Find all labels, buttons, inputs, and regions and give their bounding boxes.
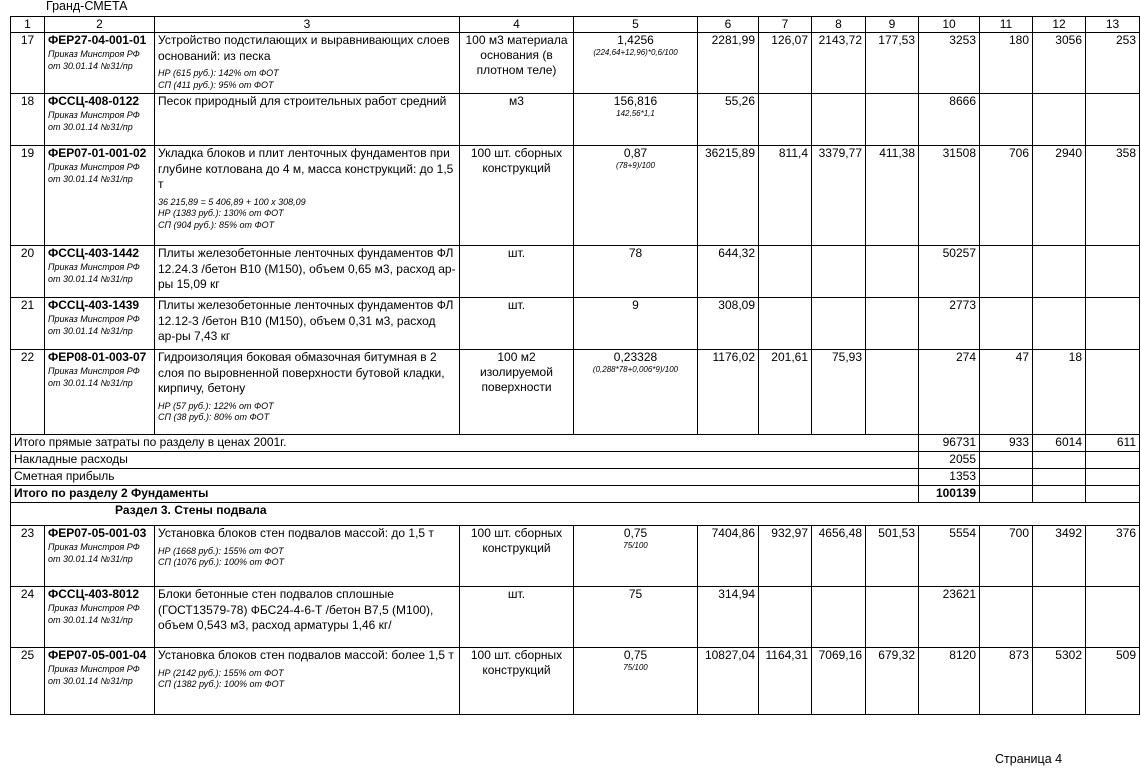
item-name: Блоки бетонные стен подвалов сплошные (ГОСТ13579-78) ФБС24-4-6-Т /бетон В7,5 (М100), объем 0,543 м3, расход арматуры 1,46 кг/ (158, 587, 434, 632)
value-c10: 23621 (919, 587, 980, 648)
total-label: Накладные расходы (11, 452, 919, 469)
table-row (11, 146, 1140, 246)
source-line: от 30.01.14 №31/пр (48, 61, 133, 71)
value-c9 (866, 350, 919, 435)
item-description-cell (155, 350, 460, 435)
value-c8 (812, 298, 866, 350)
total-label: Итого по разделу 2 Фундаменты (11, 486, 919, 503)
overhead-note: НР (2142 руб.): 155% от ФОТ (158, 667, 284, 678)
total-c12 (1033, 452, 1086, 469)
row-number: 22 (11, 350, 45, 435)
column-header-row (11, 17, 1140, 33)
value-c8: 2143,72 (812, 33, 866, 94)
unit: 100 м2 изолируемой поверхности (460, 350, 574, 435)
overhead-note: СП (1382 руб.): 100% от ФОТ (158, 679, 285, 689)
value-c7: 1164,31 (759, 648, 812, 715)
value-c12 (1033, 298, 1086, 350)
total-label: Сметная прибыль (11, 469, 919, 486)
source-line: от 30.01.14 №31/пр (48, 554, 133, 564)
estimate-table (10, 16, 1140, 715)
value-c13 (1086, 298, 1140, 350)
quantity-formula: (224,64+12,96)*0,6/100 (593, 48, 678, 57)
item-name: Установка блоков стен подвалов массой: более 1,5 т (158, 648, 454, 662)
table-row (11, 33, 1140, 94)
row-number: 23 (11, 526, 45, 587)
column-header: 2 (45, 17, 155, 33)
quantity: 1,4256 (617, 33, 654, 47)
row-number: 18 (11, 94, 45, 146)
value-c12: 3492 (1033, 526, 1086, 587)
item-code-cell (45, 648, 155, 715)
item-code-cell (45, 350, 155, 435)
item-name: Гидроизоляция боковая обмазочная битумная в 2 слоя по выровненной поверхности бутовой кладки, кирпичу, бетону (158, 350, 445, 395)
value-c8: 75,93 (812, 350, 866, 435)
column-header: 12 (1033, 17, 1086, 33)
table-row (11, 246, 1140, 298)
item-name: Песок природный для строительных работ средний (158, 94, 447, 108)
value-c8: 3379,77 (812, 146, 866, 246)
item-name: Плиты железобетонные ленточных фундаментов ФЛ 12.24.3 /бетон В10 (М150), объем 0,65 м3, расход ар-ры 15,09 кг (158, 246, 456, 291)
total-row (11, 469, 1140, 486)
value-c13 (1086, 587, 1140, 648)
item-name: Укладка блоков и плит ленточных фундаментов при глубине котлована до 4 м, масса конструкций: до 1,5 т (158, 146, 454, 191)
overhead-note: НР (1668 руб.): 155% от ФОТ (158, 545, 284, 556)
total-c12: 6014 (1033, 435, 1086, 452)
quantity: 156,816 (613, 94, 658, 108)
value-c6: 36215,89 (698, 146, 759, 246)
source-line: от 30.01.14 №31/пр (48, 174, 133, 184)
value-c7 (759, 587, 812, 648)
total-c13 (1086, 452, 1140, 469)
source-line: Приказ Минстроя РФ (48, 542, 140, 552)
row-number: 20 (11, 246, 45, 298)
value-c11 (980, 298, 1033, 350)
value-c10: 5554 (919, 526, 980, 587)
quantity-cell (574, 587, 698, 648)
value-c12: 5302 (1033, 648, 1086, 715)
source-line: Приказ Минстроя РФ (48, 110, 140, 120)
overhead-note: 36 215,89 = 5 406,89 + 100 x 308,09 (158, 196, 306, 207)
quantity-cell (574, 648, 698, 715)
source-line: Приказ Минстроя РФ (48, 366, 140, 376)
total-c13 (1086, 486, 1140, 503)
value-c12: 2940 (1033, 146, 1086, 246)
quantity-cell (574, 350, 698, 435)
value-c12: 3056 (1033, 33, 1086, 94)
overhead-note: СП (38 руб.): 80% от ФОТ (158, 412, 270, 422)
value-c12: 18 (1033, 350, 1086, 435)
unit: шт. (460, 298, 574, 350)
value-c13: 509 (1086, 648, 1140, 715)
value-c10: 3253 (919, 33, 980, 94)
value-c8 (812, 94, 866, 146)
quantity: 9 (632, 298, 639, 312)
total-label: Итого прямые затраты по разделу в ценах 2001г. (11, 435, 919, 452)
total-row (11, 452, 1140, 469)
quantity-formula: (0,288*78+0,006*9)/100 (592, 365, 679, 374)
item-code-cell (45, 587, 155, 648)
quantity: 75 (628, 587, 643, 601)
source-line: от 30.01.14 №31/пр (48, 274, 133, 284)
source-line: Приказ Минстроя РФ (48, 603, 140, 613)
unit: шт. (460, 246, 574, 298)
item-code: ФЕР08-01-003-07 (48, 350, 147, 364)
item-code: ФЕР07-05-001-03 (48, 526, 147, 540)
value-c10: 274 (919, 350, 980, 435)
item-code: ФССЦ-408-0122 (48, 94, 140, 108)
source-line: Приказ Минстроя РФ (48, 162, 140, 172)
item-code: ФССЦ-403-8012 (48, 587, 140, 601)
source-line: Приказ Минстроя РФ (48, 664, 140, 674)
item-code-cell (45, 298, 155, 350)
source-line: Приказ Минстроя РФ (48, 49, 140, 59)
quantity-cell (574, 94, 698, 146)
quantity-cell (574, 33, 698, 94)
quantity-cell (574, 246, 698, 298)
column-header: 8 (812, 17, 866, 33)
quantity: 0,23328 (613, 350, 658, 364)
row-number: 21 (11, 298, 45, 350)
quantity-cell (574, 146, 698, 246)
quantity: 0,87 (623, 146, 648, 160)
item-name: Устройство подстилающих и выравнивающих слоев оснований: из песка (158, 33, 450, 63)
quantity: 0,75 (623, 526, 648, 540)
value-c10: 31508 (919, 146, 980, 246)
source-line: Приказ Минстроя РФ (48, 314, 140, 324)
value-c13 (1086, 246, 1140, 298)
table-row (11, 298, 1140, 350)
quantity-formula: 75/100 (623, 541, 648, 550)
unit: 100 шт. сборных конструкций (460, 146, 574, 246)
quantity: 0,75 (623, 648, 648, 662)
table-row (11, 648, 1140, 715)
value-c11: 700 (980, 526, 1033, 587)
value-c6: 1176,02 (698, 350, 759, 435)
value-c13: 376 (1086, 526, 1140, 587)
value-c11: 47 (980, 350, 1033, 435)
total-c10: 100139 (919, 486, 980, 503)
section-title: Раздел 3. Стены подвала (11, 503, 1140, 526)
value-c9: 679,32 (866, 648, 919, 715)
value-c11 (980, 587, 1033, 648)
value-c8: 7069,16 (812, 648, 866, 715)
item-code-cell (45, 146, 155, 246)
table-row (11, 350, 1140, 435)
item-name: Плиты железобетонные ленточных фундаментов ФЛ 12.12-3 /бетон В10 (М150), объем 0,31 м3, расход ар-ры 7,43 кг (158, 298, 454, 343)
table-row (11, 587, 1140, 648)
column-header: 6 (698, 17, 759, 33)
item-code: ФССЦ-403-1442 (48, 246, 140, 260)
item-description-cell (155, 587, 460, 648)
value-c7: 201,61 (759, 350, 812, 435)
value-c10: 8120 (919, 648, 980, 715)
overhead-note: НР (57 руб.): 122% от ФОТ (158, 400, 274, 411)
value-c7 (759, 94, 812, 146)
value-c12 (1033, 587, 1086, 648)
quantity-formula: 75/100 (623, 663, 648, 672)
item-code-cell (45, 526, 155, 587)
value-c13: 358 (1086, 146, 1140, 246)
unit: м3 (460, 94, 574, 146)
item-description-cell (155, 526, 460, 587)
value-c9 (866, 298, 919, 350)
value-c13 (1086, 350, 1140, 435)
value-c9 (866, 587, 919, 648)
total-c12 (1033, 486, 1086, 503)
item-description-cell (155, 146, 460, 246)
value-c8 (812, 246, 866, 298)
item-description-cell (155, 246, 460, 298)
value-c10: 8666 (919, 94, 980, 146)
total-c10: 2055 (919, 452, 980, 469)
value-c6: 55,26 (698, 94, 759, 146)
overhead-note: СП (1076 руб.): 100% от ФОТ (158, 557, 285, 567)
value-c11: 706 (980, 146, 1033, 246)
source-line: от 30.01.14 №31/пр (48, 676, 133, 686)
value-c12 (1033, 246, 1086, 298)
column-header: 1 (11, 17, 45, 33)
app-title: Гранд-СМЕТА (46, 0, 128, 13)
value-c9: 177,53 (866, 33, 919, 94)
total-c10: 96731 (919, 435, 980, 452)
value-c6: 644,32 (698, 246, 759, 298)
unit: шт. (460, 587, 574, 648)
overhead-note: СП (904 руб.): 85% от ФОТ (158, 219, 275, 230)
row-number: 17 (11, 33, 45, 94)
column-header: 11 (980, 17, 1033, 33)
total-c10: 1353 (919, 469, 980, 486)
column-header: 13 (1086, 17, 1140, 33)
total-row (11, 435, 1140, 452)
total-c13 (1086, 469, 1140, 486)
item-code: ФЕР27-04-001-01 (48, 33, 147, 47)
value-c9 (866, 246, 919, 298)
quantity: 78 (628, 246, 643, 260)
source-line: Приказ Минстроя РФ (48, 262, 140, 272)
value-c6: 7404,86 (698, 526, 759, 587)
total-c11: 933 (980, 435, 1033, 452)
column-header: 7 (759, 17, 812, 33)
item-description-cell (155, 94, 460, 146)
value-c11: 180 (980, 33, 1033, 94)
value-c11: 873 (980, 648, 1033, 715)
value-c6: 314,94 (698, 587, 759, 648)
item-code: ФССЦ-403-1439 (48, 298, 140, 312)
row-number: 25 (11, 648, 45, 715)
value-c8: 4656,48 (812, 526, 866, 587)
item-name: Установка блоков стен подвалов массой: до 1,5 т (158, 526, 434, 540)
total-c13: 611 (1086, 435, 1140, 452)
table-row (11, 526, 1140, 587)
source-line: от 30.01.14 №31/пр (48, 326, 133, 336)
row-number: 24 (11, 587, 45, 648)
overhead-note: НР (615 руб.): 142% от ФОТ (158, 68, 279, 78)
source-line: от 30.01.14 №31/пр (48, 615, 133, 625)
value-c9 (866, 94, 919, 146)
value-c8 (812, 587, 866, 648)
column-header: 10 (919, 17, 980, 33)
item-code-cell (45, 94, 155, 146)
value-c9: 501,53 (866, 526, 919, 587)
overhead-note: НР (1383 руб.): 130% от ФОТ (158, 208, 284, 218)
quantity-cell (574, 526, 698, 587)
value-c7: 932,97 (759, 526, 812, 587)
item-code: ФЕР07-05-001-04 (48, 648, 147, 662)
value-c13 (1086, 94, 1140, 146)
row-number: 19 (11, 146, 45, 246)
total-c11 (980, 452, 1033, 469)
quantity-formula: (78+9)/100 (616, 161, 655, 170)
value-c7 (759, 298, 812, 350)
total-c11 (980, 486, 1033, 503)
source-line: от 30.01.14 №31/пр (48, 378, 133, 388)
value-c11 (980, 246, 1033, 298)
quantity-formula: 142,56*1,1 (616, 109, 655, 118)
unit: 100 шт. сборных конструкций (460, 526, 574, 587)
value-c9: 411,38 (866, 146, 919, 246)
quantity-cell (574, 298, 698, 350)
value-c7: 811,4 (759, 146, 812, 246)
overhead-note: СП (411 руб.): 95% от ФОТ (158, 79, 274, 90)
value-c7 (759, 246, 812, 298)
value-c6: 308,09 (698, 298, 759, 350)
column-header: 5 (574, 17, 698, 33)
value-c10: 2773 (919, 298, 980, 350)
item-code-cell (45, 246, 155, 298)
unit: 100 м3 материала основания (в плотном теле) (460, 33, 574, 94)
value-c7: 126,07 (759, 33, 812, 94)
value-c13: 253 (1086, 33, 1140, 94)
section-header-row (11, 503, 1140, 526)
value-c12 (1033, 94, 1086, 146)
item-description-cell (155, 648, 460, 715)
table-row (11, 94, 1140, 146)
item-code: ФЕР07-01-001-02 (48, 146, 147, 160)
item-description-cell (155, 33, 460, 94)
source-line: от 30.01.14 №31/пр (48, 122, 133, 132)
column-header: 3 (155, 17, 460, 33)
item-description-cell (155, 298, 460, 350)
page-number: Страница 4 (995, 752, 1063, 766)
column-header: 9 (866, 17, 919, 33)
unit: 100 шт. сборных конструкций (460, 648, 574, 715)
value-c11 (980, 94, 1033, 146)
column-header: 4 (460, 17, 574, 33)
value-c6: 2281,99 (698, 33, 759, 94)
value-c10: 50257 (919, 246, 980, 298)
total-c11 (980, 469, 1033, 486)
item-code-cell (45, 33, 155, 94)
total-row (11, 486, 1140, 503)
total-c12 (1033, 469, 1086, 486)
value-c6: 10827,04 (698, 648, 759, 715)
